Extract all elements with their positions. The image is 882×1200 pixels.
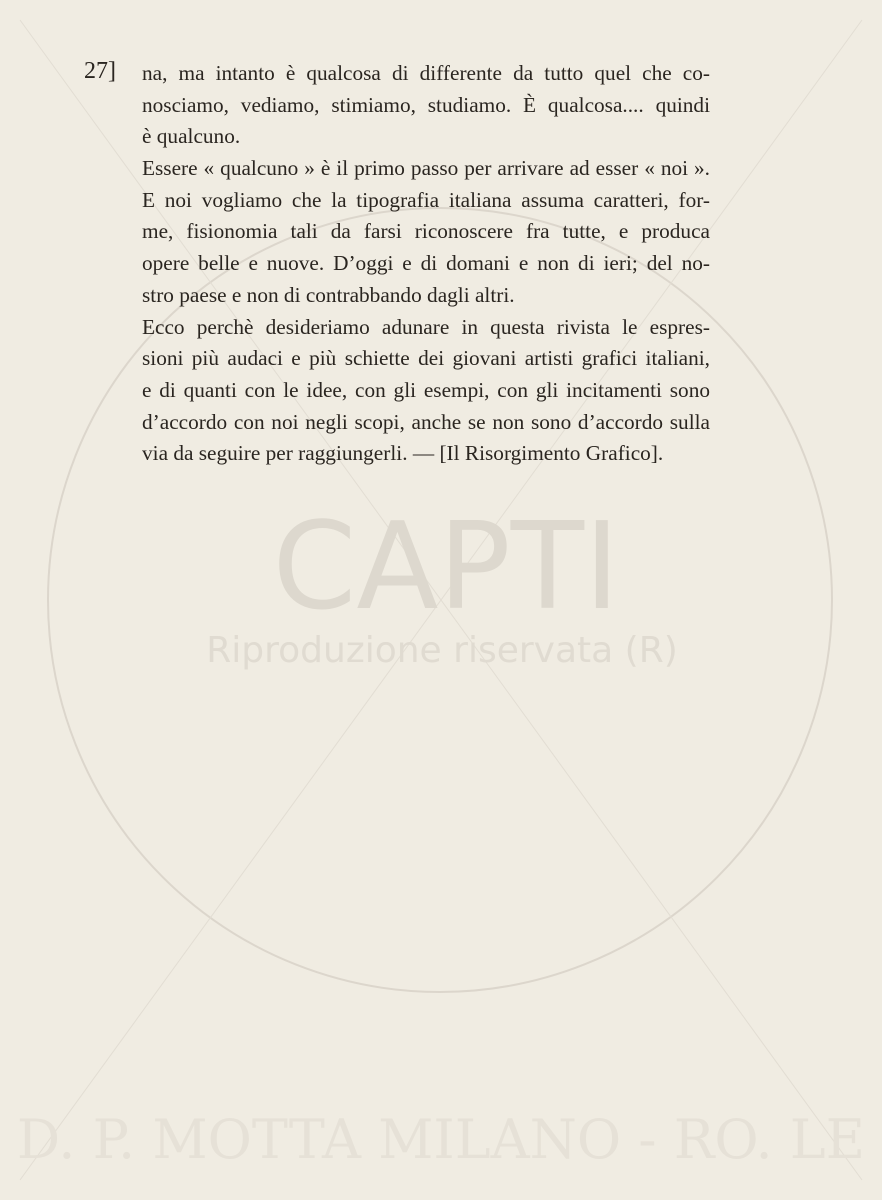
text-line: Ecco perchè desideriamo adunare in questa rivista le espres- — [142, 314, 710, 339]
text-line: stro paese e non di contrabbando dagli altri. — [142, 282, 515, 307]
text-line: è qualcuno. — [142, 124, 241, 149]
watermark-logo: CAPTI — [272, 498, 620, 637]
text-line: opere belle e nuove. D’oggi e di domani e non di ieri; del no- — [142, 251, 710, 276]
text-line: d’accordo con noi negli scopi, anche se non sono d’accordo sulla — [142, 409, 710, 434]
text-line: via da seguire per raggiungerli. — [Il Risorgimento Grafico]. — [142, 441, 664, 466]
text-line: sioni più audaci e più schiette dei giovani artisti grafici italiani, — [142, 346, 710, 371]
text-line: e di quanti con le idee, con gli esempi, con gli incitamenti sono — [142, 377, 710, 402]
watermark-subtitle: Riproduzione riservata (R) — [206, 630, 678, 671]
body-text — [142, 58, 710, 470]
text-line: nosciamo, vediamo, stimiamo, studiamo. È qualcosa.... quindi — [142, 92, 710, 117]
text-line: na, ma intanto è qualcosa di differente da tutto quel che co- — [142, 61, 710, 85]
watermark-footer: D. P. MOTTA MILANO - RO. LE — [16, 1108, 866, 1171]
page-number: 27] — [84, 58, 116, 84]
text-line: E noi vogliamo che la tipografia italiana assuma caratteri, for- — [142, 187, 710, 212]
text-line: Essere « qualcuno » è il primo passo per arrivare ad esser « noi ». — [142, 156, 710, 181]
text-line: me, fisionomia tali da farsi riconoscere fra tutte, e produca — [142, 219, 710, 244]
